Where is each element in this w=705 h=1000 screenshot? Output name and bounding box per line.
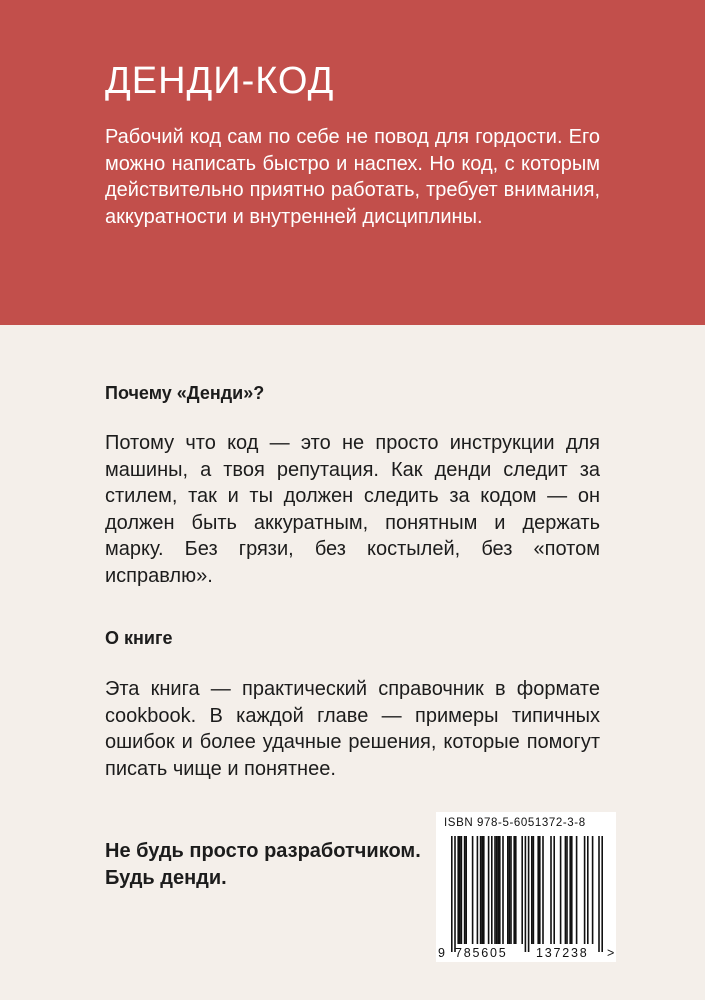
barcode-bar — [533, 836, 535, 944]
barcode-bar — [531, 836, 533, 944]
barcode-bar — [509, 836, 511, 944]
slogan-line-2: Будь денди. — [105, 866, 227, 889]
barcode-bar — [494, 836, 496, 944]
section-text-why-dandy: Потому что код — это не просто инструкции для машины, а твоя репутация. Как денди следит за стилем, так и ты должен следить за кодом — он должен быть аккуратным, понятным и держать марку. Без грязи, без костылей, без «потом исправлю». — [105, 432, 600, 587]
ean-first-digit: 9 — [438, 946, 445, 960]
barcode-bar — [513, 836, 515, 944]
barcode-bar — [525, 836, 527, 952]
barcode-bar — [499, 836, 501, 944]
slogan-line-1: Не будь просто разработчиком. — [105, 840, 421, 862]
barcode-bar — [459, 836, 461, 944]
barcode-bar — [601, 836, 603, 952]
barcode-image — [436, 812, 616, 962]
barcode-bar — [537, 836, 539, 944]
barcode-bar — [465, 836, 467, 944]
barcode-bar — [521, 836, 523, 944]
barcode-bar — [553, 836, 555, 944]
barcode-bar — [560, 836, 562, 944]
barcode-bar — [480, 836, 482, 944]
isbn-label: ISBN 978-5-6051372-3-8 — [444, 817, 586, 829]
barcode-bar — [539, 836, 541, 944]
ean-right-digits: 137238 — [536, 946, 589, 960]
barcode-bar — [515, 836, 517, 944]
barcode-bar — [576, 836, 578, 944]
barcode-bar — [571, 836, 573, 944]
barcode-bar — [587, 836, 589, 944]
barcode-bar — [507, 836, 509, 944]
ean-quiet-zone-marker: > — [607, 946, 615, 960]
barcode-bar — [497, 836, 499, 944]
book-title: ДЕНДИ-КОД — [105, 60, 335, 102]
barcode-bar — [592, 836, 594, 944]
section-heading-about-book: О книге — [105, 628, 173, 648]
barcode-bar — [477, 836, 479, 944]
barcode-bar — [510, 836, 512, 944]
barcode-bar — [491, 836, 493, 944]
barcode-bar — [457, 836, 459, 944]
barcode-bar — [584, 836, 586, 944]
barcode-bar — [569, 836, 571, 944]
isbn-barcode-block — [436, 812, 616, 962]
section-text-about-book: Эта книга — практический справочник в формате cookbook. В каждой главе — примеры типичных ошибок и более удачные решения, которые помогут писать чище и понятнее. — [105, 678, 600, 780]
slogan — [105, 838, 421, 891]
barcode-bar — [528, 836, 530, 952]
barcode-bar — [464, 836, 466, 944]
barcode-bar — [565, 836, 567, 944]
barcode-bar — [481, 836, 483, 944]
section-heading-why-dandy: Почему «Денди»? — [105, 383, 265, 403]
intro-paragraph: Рабочий код сам по себе не повод для гордости. Его можно написать быстро и наспех. Но код, с которым действительно приятно работать, требует внимания, аккуратности и внутренней дисциплины. — [105, 126, 600, 228]
barcode-bar — [496, 836, 498, 944]
barcode-bar — [451, 836, 453, 952]
barcode-bar — [566, 836, 568, 944]
barcode-bar — [472, 836, 474, 944]
barcode-bar — [454, 836, 456, 952]
barcode-bar — [542, 836, 544, 944]
barcode-bar — [461, 836, 463, 944]
ean-left-digits: 785605 — [455, 946, 508, 960]
barcode-bar — [550, 836, 552, 944]
barcode-bar — [483, 836, 485, 944]
barcode-bar — [488, 836, 490, 944]
barcode-bar — [502, 836, 504, 944]
barcode-bar — [598, 836, 600, 952]
